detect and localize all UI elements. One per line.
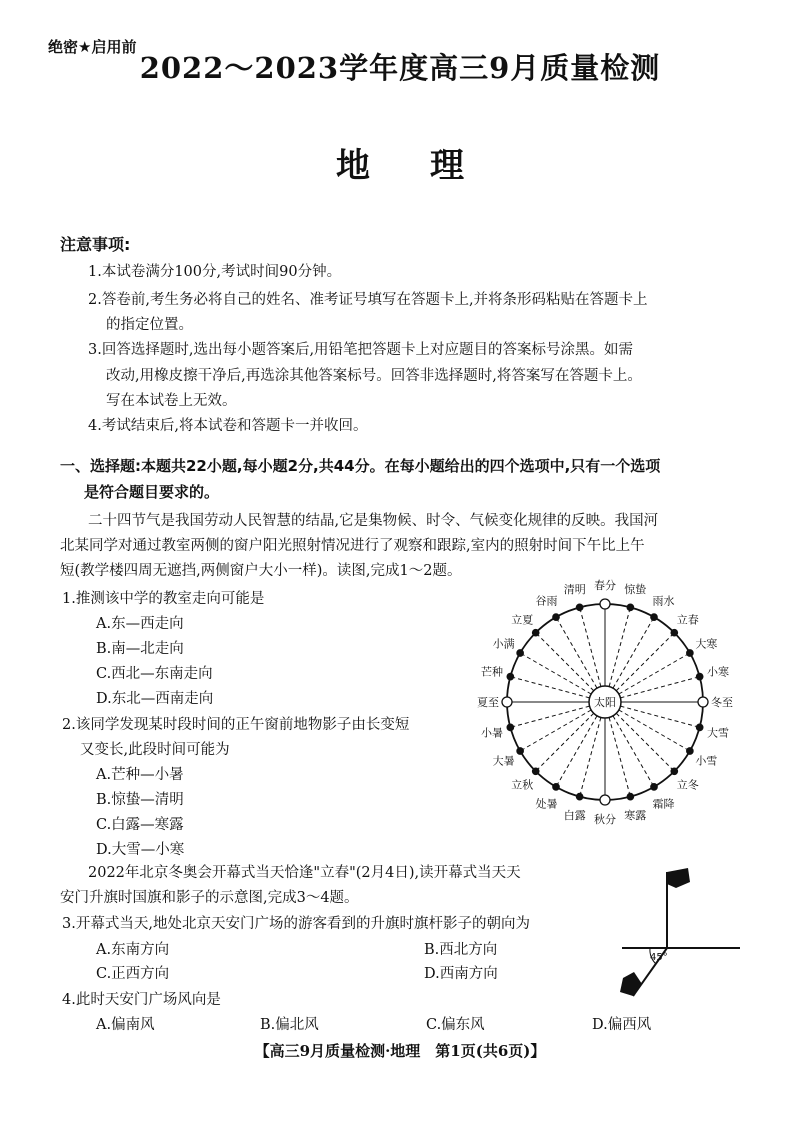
term-label: 立秋 <box>511 778 534 792</box>
note-line: 1.本试卷满分100分,考试时间90分钟。 <box>88 264 342 280</box>
term-point <box>687 650 693 656</box>
term-point <box>627 793 633 799</box>
term-point <box>651 614 657 620</box>
note-line: 3.回答选择题时,选出每小题答案后,用铅笔把答题卡上对应题目的答案标号涂黑。如需 <box>88 342 634 358</box>
ray-line <box>620 706 699 727</box>
term-label: 芒种 <box>480 665 503 679</box>
q1-option-b[interactable]: B.南—北走向 <box>96 641 184 657</box>
page-footer: 【高三9月质量检测·地理 第1页(共6页)】 <box>254 1042 546 1060</box>
term-point <box>553 784 559 790</box>
term-label: 小雪 <box>695 754 718 768</box>
q3-option-c[interactable]: C.正西方向 <box>96 966 170 982</box>
exam-title: 2022～2023学年度高三9月质量检测 <box>139 51 661 85</box>
term-label: 谷雨 <box>535 594 558 608</box>
q1-option-d[interactable]: D.东北—西南走向 <box>96 691 214 707</box>
ray-line <box>609 607 630 686</box>
q2-option-a[interactable]: A.芒种—小暑 <box>96 767 184 783</box>
term-point <box>517 748 523 754</box>
term-point <box>517 650 523 656</box>
ray-line <box>619 653 690 694</box>
term-label: 立夏 <box>511 613 534 627</box>
ray-line <box>556 716 597 787</box>
term-label: 霜降 <box>652 797 675 811</box>
flag-icon <box>667 868 690 888</box>
term-label: 寒露 <box>624 809 647 823</box>
term-label: 小寒 <box>707 665 730 679</box>
confidential-mark: 绝密★启用前 <box>48 38 137 56</box>
ray-line <box>536 633 594 691</box>
q4-option-b[interactable]: B.偏北风 <box>260 1017 319 1033</box>
ray-line <box>556 617 597 688</box>
q3-stem: 3.开幕式当天,地处北京天安门广场的游客看到的升旗时旗杆影子的朝向为 <box>62 916 530 932</box>
term-label: 立春 <box>676 613 699 627</box>
note-line: 4.考试结束后,将本试卷和答题卡一并收回。 <box>88 418 368 434</box>
q2-stem: 2.该同学发现某时段时间的正午窗前地物影子由长变短 <box>62 717 410 733</box>
term-label: 大暑 <box>492 754 515 768</box>
term-label: 雨水 <box>652 594 675 608</box>
ray-line <box>619 710 690 751</box>
ray-line <box>609 717 630 796</box>
ray-line <box>510 677 589 698</box>
flag-shadow-diagram <box>610 860 750 1010</box>
passage2-line: 安门升旗时国旗和影子的示意图,完成3～4题。 <box>60 890 359 906</box>
ray-line <box>580 717 601 796</box>
ray-line <box>536 713 594 771</box>
ray-line <box>580 607 601 686</box>
ray-line <box>520 710 591 751</box>
passage-line: 北某同学对通过教室两侧的窗户阳光照射情况进行了观察和跟踪,室内的照射时间下午比上午 <box>60 538 645 554</box>
term-label: 小满 <box>492 637 515 651</box>
solar-terms-wheel <box>477 578 733 826</box>
term-label: 夏至 <box>477 696 499 709</box>
term-point <box>687 748 693 754</box>
note-line: 的指定位置。 <box>106 317 193 333</box>
q1-option-c[interactable]: C.西北—东南走向 <box>96 666 213 682</box>
term-point <box>696 673 702 679</box>
q4-stem: 4.此时天安门广场风向是 <box>62 992 221 1008</box>
term-point <box>600 795 610 805</box>
term-label: 大雪 <box>707 726 730 740</box>
term-point <box>576 604 582 610</box>
term-point <box>627 604 633 610</box>
term-point <box>671 768 677 774</box>
q4-option-a[interactable]: A.偏南风 <box>96 1017 155 1033</box>
term-label: 大寒 <box>695 637 718 651</box>
section-heading-cont: 是符合题目要求的。 <box>84 483 220 501</box>
q3-option-a[interactable]: A.东南方向 <box>96 942 170 958</box>
term-label: 惊蛰 <box>624 582 647 596</box>
solar-terms-diagram <box>450 570 770 840</box>
term-point <box>507 724 513 730</box>
ray-line <box>616 713 674 771</box>
ray-line <box>510 706 589 727</box>
term-point <box>651 784 657 790</box>
ray-line <box>613 716 654 787</box>
term-point <box>553 614 559 620</box>
term-label: 立冬 <box>676 778 699 792</box>
q2-option-b[interactable]: B.惊蛰—清明 <box>96 792 184 808</box>
term-label: 春分 <box>594 579 616 592</box>
flag-shadow-icon <box>620 972 642 996</box>
section-heading: 一、选择题:本题共22小题,每小题2分,共44分。在每小题给出的四个选项中,只有一个选项 <box>60 457 661 475</box>
note-line: 改动,用橡皮擦干净后,再选涂其他答案标号。回答非选择题时,将答案写在答题卡上。 <box>106 368 642 384</box>
term-point <box>507 673 513 679</box>
term-point <box>502 697 512 707</box>
passage-line: 短(教学楼四周无遮挡,两侧窗户大小一样)。读图,完成1～2题。 <box>60 563 462 579</box>
q4-option-c[interactable]: C.偏东风 <box>426 1017 485 1033</box>
q3-option-d[interactable]: D.西南方向 <box>424 966 498 982</box>
term-point <box>696 724 702 730</box>
term-point <box>533 768 539 774</box>
passage-line: 二十四节气是我国劳动人民智慧的结晶,它是集物候、时令、气候变化规律的反映。我国河 <box>88 513 659 529</box>
note-line: 2.答卷前,考生务必将自己的姓名、准考证号填写在答题卡上,并将条形码粘贴在答题卡上 <box>88 292 648 308</box>
q3-option-b[interactable]: B.西北方向 <box>424 942 498 958</box>
subject-title: 地理 <box>336 146 524 186</box>
sun-label: 太阳 <box>594 696 616 709</box>
term-label: 白露 <box>563 809 586 823</box>
term-point <box>533 630 539 636</box>
note-line: 写在本试卷上无效。 <box>106 393 237 409</box>
q4-option-d[interactable]: D.偏西风 <box>592 1017 652 1033</box>
term-label: 清明 <box>563 582 586 596</box>
term-point <box>576 793 582 799</box>
term-point <box>671 630 677 636</box>
angle-label: 45° <box>650 952 668 963</box>
term-point <box>600 599 610 609</box>
ray-line <box>620 677 699 698</box>
q1-stem: 1.推测该中学的教室走向可能是 <box>62 591 265 607</box>
term-label: 处暑 <box>535 797 558 811</box>
ray-line <box>613 617 654 688</box>
notes-heading: 注意事项: <box>60 235 131 254</box>
ray-line <box>616 633 674 691</box>
term-label: 小暑 <box>480 726 503 740</box>
passage2-line: 2022年北京冬奥会开幕式当天恰逢"立春"(2月4日),读开幕式当天天 <box>88 865 521 881</box>
term-label: 冬至 <box>711 696 733 709</box>
q2-option-d[interactable]: D.大雪—小寒 <box>96 842 185 858</box>
q2-option-c[interactable]: C.白露—寒露 <box>96 817 184 833</box>
ray-line <box>520 653 591 694</box>
q2-stem-cont: 又变长,此段时间可能为 <box>80 742 230 758</box>
q1-option-a[interactable]: A.东—西走向 <box>96 616 184 632</box>
term-point <box>698 697 708 707</box>
term-label: 秋分 <box>594 813 616 826</box>
